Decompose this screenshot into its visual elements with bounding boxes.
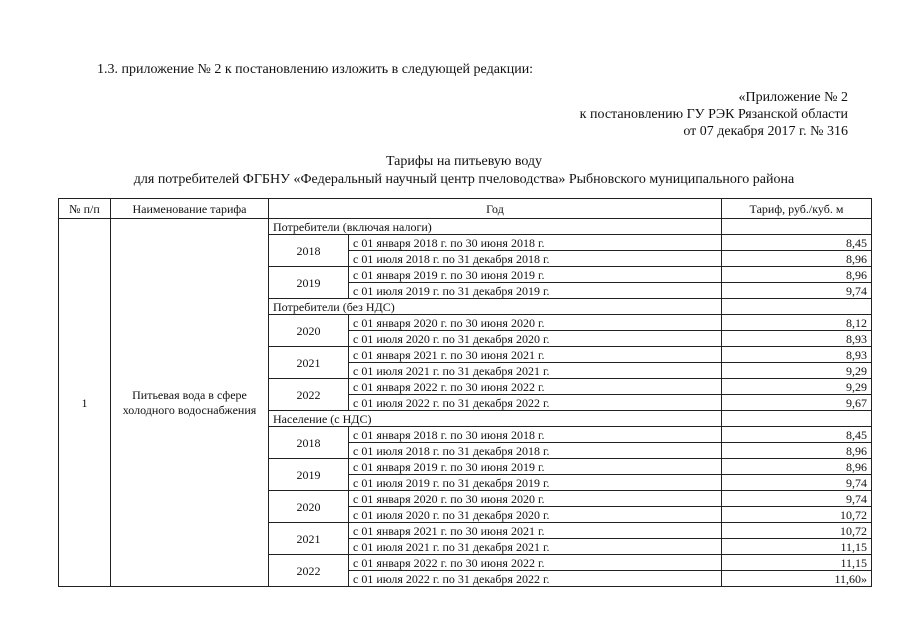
- tariff-value: 8,96: [722, 443, 872, 459]
- period-cell: с 01 января 2022 г. по 30 июня 2022 г.: [349, 555, 722, 571]
- year-cell: 2018: [269, 427, 349, 459]
- year-cell: 2020: [269, 491, 349, 523]
- period-cell: с 01 июля 2020 г. по 31 декабря 2020 г.: [349, 507, 722, 523]
- period-cell: с 01 июля 2018 г. по 31 декабря 2018 г.: [349, 443, 722, 459]
- year-cell: 2021: [269, 523, 349, 555]
- title-line-2: для потребителей ФГБНУ «Федеральный научный центр пчеловодства» Рыбновского муниципального района: [133, 172, 795, 187]
- appendix-line-3: от 07 декабря 2017 г. № 316: [683, 124, 848, 139]
- tariff-value: 8,45: [722, 235, 872, 251]
- tariff-value: 8,93: [722, 331, 872, 347]
- table-body: [59, 219, 872, 587]
- tariff-value: 10,72: [722, 507, 872, 523]
- tariff-value: 9,74: [722, 475, 872, 491]
- document-title: [58, 153, 870, 189]
- section-label: Потребители (без НДС): [269, 299, 722, 315]
- year-cell: 2020: [269, 315, 349, 347]
- header-tariff: Тариф, руб./куб. м: [722, 199, 872, 219]
- row-number: 1: [59, 219, 111, 587]
- tariff-value: 10,72: [722, 523, 872, 539]
- table-header-row: [59, 199, 872, 219]
- section-tariff-empty: [722, 219, 872, 235]
- period-cell: с 01 июля 2022 г. по 31 декабря 2022 г.: [349, 395, 722, 411]
- tariff-value: 9,29: [722, 363, 872, 379]
- header-tariff-name: Наименование тарифа: [111, 199, 269, 219]
- tariff-value: 11,15: [722, 555, 872, 571]
- appendix-header: [580, 89, 848, 140]
- year-cell: 2022: [269, 379, 349, 411]
- section-tariff-empty: [722, 299, 872, 315]
- period-cell: с 01 января 2018 г. по 30 июня 2018 г.: [349, 235, 722, 251]
- period-cell: с 01 июля 2020 г. по 31 декабря 2020 г.: [349, 331, 722, 347]
- section-label: Население (с НДС): [269, 411, 722, 427]
- tariff-value: 9,29: [722, 379, 872, 395]
- tariff-value: 11,60»: [722, 571, 872, 587]
- section-tariff-empty: [722, 411, 872, 427]
- appendix-line-1: «Приложение № 2: [738, 90, 848, 105]
- tariff-value: 8,93: [722, 347, 872, 363]
- tariff-table: [58, 198, 872, 587]
- tariff-value: 9,74: [722, 283, 872, 299]
- period-cell: с 01 января 2019 г. по 30 июня 2019 г.: [349, 267, 722, 283]
- period-cell: с 01 июля 2018 г. по 31 декабря 2018 г.: [349, 251, 722, 267]
- period-cell: с 01 января 2021 г. по 30 июня 2021 г.: [349, 523, 722, 539]
- tariff-value: 8,96: [722, 251, 872, 267]
- tariff-value: 8,96: [722, 267, 872, 283]
- period-cell: с 01 июля 2019 г. по 31 декабря 2019 г.: [349, 475, 722, 491]
- year-cell: 2019: [269, 459, 349, 491]
- section-label: Потребители (включая налоги): [269, 219, 722, 235]
- period-cell: с 01 июля 2022 г. по 31 декабря 2022 г.: [349, 571, 722, 587]
- period-cell: с 01 января 2019 г. по 30 июня 2019 г.: [349, 459, 722, 475]
- tariff-value: 8,12: [722, 315, 872, 331]
- year-cell: 2019: [269, 267, 349, 299]
- year-cell: 2022: [269, 555, 349, 587]
- header-year: Год: [269, 199, 722, 219]
- period-cell: с 01 июля 2021 г. по 31 декабря 2021 г.: [349, 539, 722, 555]
- tariff-value: 8,45: [722, 427, 872, 443]
- tariff-value: 11,15: [722, 539, 872, 555]
- year-cell: 2021: [269, 347, 349, 379]
- period-cell: с 01 июля 2019 г. по 31 декабря 2019 г.: [349, 283, 722, 299]
- period-cell: с 01 января 2021 г. по 30 июня 2021 г.: [349, 347, 722, 363]
- period-cell: с 01 января 2020 г. по 30 июня 2020 г.: [349, 315, 722, 331]
- title-line-1: Тарифы на питьевую воду: [385, 154, 543, 169]
- section-row: [59, 219, 872, 235]
- tariff-name: Питьевая вода в сфере холодного водоснабжения: [111, 219, 269, 587]
- period-cell: с 01 июля 2021 г. по 31 декабря 2021 г.: [349, 363, 722, 379]
- period-cell: с 01 января 2018 г. по 30 июня 2018 г.: [349, 427, 722, 443]
- tariff-value: 9,67: [722, 395, 872, 411]
- intro-paragraph: 1.3. приложение № 2 к постановлению изложить в следующей редакции:: [97, 62, 534, 77]
- tariff-value: 9,74: [722, 491, 872, 507]
- period-cell: с 01 января 2022 г. по 30 июня 2022 г.: [349, 379, 722, 395]
- tariff-value: 8,96: [722, 459, 872, 475]
- appendix-line-2: к постановлению ГУ РЭК Рязанской области: [579, 107, 848, 122]
- year-cell: 2018: [269, 235, 349, 267]
- period-cell: с 01 января 2020 г. по 30 июня 2020 г.: [349, 491, 722, 507]
- header-number: № п/п: [59, 199, 111, 219]
